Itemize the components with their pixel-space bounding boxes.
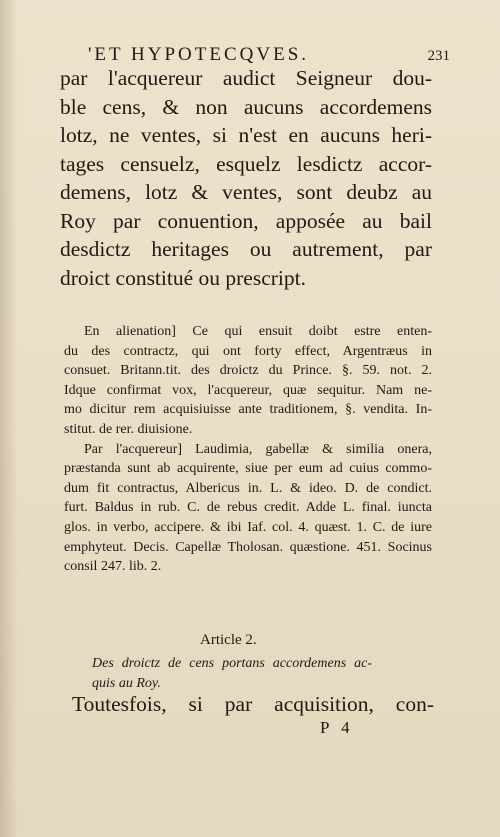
note-line: præstanda sunt ab acquirente, siue per eum ad cuius commo-	[64, 461, 432, 477]
main-line: desdictz heritages ou autrement, par	[60, 237, 432, 261]
note-line: consuet. Britann.tit. des droictz du Prince. §. 59. not. 2.	[64, 363, 432, 379]
note-line: du des contractz, qui ont forty effect, Argentræus in	[64, 343, 432, 359]
article-subtitle	[92, 654, 372, 694]
note-line: consil 247. lib. 2.	[64, 559, 162, 575]
note-line: dum fit contractus, Albericus in. L. & ideo. D. de condict.	[64, 480, 432, 496]
main-line: Roy par conuention, apposée au bail	[60, 208, 432, 233]
article-heading: Article 2.	[200, 632, 257, 648]
main-line: lotz, ne ventes, si n'est en aucuns heri-	[60, 123, 432, 147]
running-header	[88, 44, 450, 66]
note-line: En alienation] Ce qui ensuit doibt estre enten-	[84, 324, 432, 339]
article-subtitle-line: quis au Roy.	[92, 676, 161, 691]
main-line: droict constitué ou prescript.	[60, 265, 306, 290]
note-line: emphyteut. Decis. Capellæ Tholosan. quæstione. 451. Socinus	[64, 539, 432, 555]
main-text	[60, 64, 432, 292]
commentary-notes	[64, 322, 432, 577]
article-subtitle-line: Des droictz de cens portans accordemens ac-	[92, 656, 372, 671]
note-line: Par l'acquereur] Laudimia, gabellæ & similia onera,	[84, 441, 432, 457]
note-line: stitut. de rer. diuisione.	[64, 421, 193, 437]
signature-mark: P 4	[320, 718, 354, 737]
main-line: par l'acquereur audict Seigneur dou-	[60, 66, 432, 90]
final-line	[72, 690, 434, 718]
main-line: demens, lotz & ventes, sont deubz au	[60, 180, 432, 204]
note-line: Idque confirmat vox, l'acquereur, quæ sequitur. Nam ne-	[64, 382, 432, 398]
page-edge-shadow	[0, 0, 18, 837]
note-line: furt. Baldus in rub. C. de rebus credit. Adde L. final. iuncta	[64, 500, 432, 516]
main-line: ble cens, & non aucuns accordemens	[60, 94, 432, 119]
running-title: 'ET HYPOTECQVES.	[88, 44, 310, 65]
note-line: glos. in verbo, accipere. & ibi Iaf. col. 4. quæst. 1. C. de iure	[64, 519, 432, 535]
page-number: 231	[427, 48, 450, 64]
main-line: tages censuelz, esquelz lesdictz accor-	[60, 151, 432, 176]
final-line-text: Toutesfois, si par acquisition, con-	[72, 692, 434, 716]
note-line: mo dicitur rem acquisiuisse ante traditionem, §. vendita. In-	[64, 402, 432, 418]
